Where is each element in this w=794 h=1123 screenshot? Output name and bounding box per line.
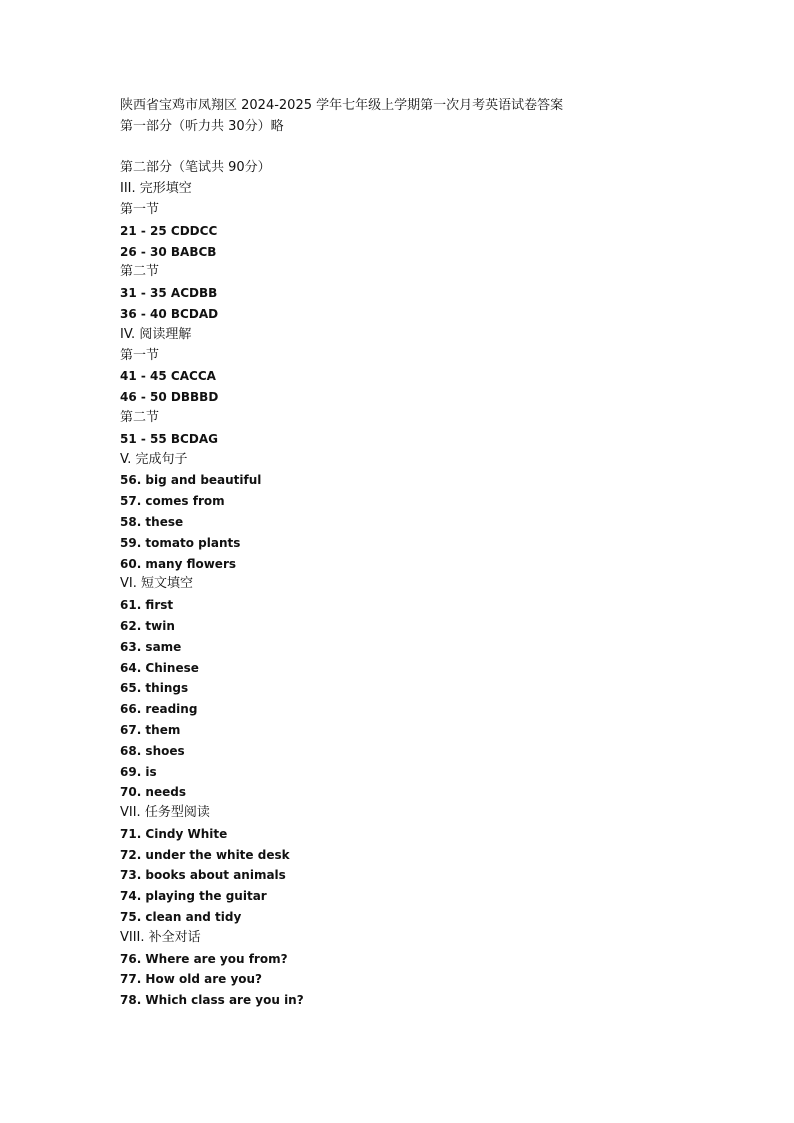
answer-line: 66. reading [120,702,198,717]
subsection-label: 第二节 [120,409,160,425]
answer-line: 62. twin [120,618,175,633]
answer-line: 76. Where are you from? [120,951,288,966]
answer-line: 58. these [120,514,184,529]
subsection-label: 第二节 [120,264,160,280]
answer-line: 26 - 30 BABCB [120,244,217,259]
answer-line: 61. first [120,598,174,613]
answer-key-content [120,96,740,1011]
answer-line: 78. Which class are you in? [120,993,304,1008]
answer-line: 59. tomato plants [120,535,241,550]
answer-line: 75. clean and tidy [120,910,242,925]
section-heading-cloze: III. 完形填空 [120,181,192,197]
answer-line: 31 - 35 ACDBB [120,286,218,301]
subsection-label: 第一节 [120,347,160,363]
answer-line: 63. same [120,639,182,654]
section-heading-dialogue: VIII. 补全对话 [120,929,201,945]
part2-heading: 第二部分（笔试共 90分） [120,160,271,176]
answer-line: 51 - 55 BCDAG [120,431,218,446]
subsection-label: 第一节 [120,201,160,217]
answer-line: 41 - 45 CACCA [120,369,216,384]
answer-line: 68. shoes [120,743,185,758]
answer-line: 21 - 25 CDDCC [120,223,218,238]
section-heading-reading: IV. 阅读理解 [120,326,192,342]
answer-line: 36 - 40 BCDAD [120,306,219,321]
section-heading-passage-fill: VI. 短文填空 [120,576,193,592]
document-title: 陕西省宝鸡市凤翔区 2024-2025 学年七年级上学期第一次月考英语试卷答案 [120,98,564,113]
section-heading-task-reading: VII. 任务型阅读 [120,805,210,821]
answer-line: 74. playing the guitar [120,889,267,904]
answer-line: 46 - 50 DBBBD [120,390,219,405]
answer-line: 69. is [120,764,157,779]
answer-line: 67. them [120,722,181,737]
answer-line: 70. needs [120,785,186,800]
answer-line: 73. books about animals [120,868,286,883]
answer-line: 72. under the white desk [120,847,290,862]
answer-line: 56. big and beautiful [120,473,262,488]
answer-line: 57. comes from [120,494,225,509]
part1-heading: 第一部分（听力共 30分）略 [120,118,284,134]
answer-line: 65. things [120,681,189,696]
answer-line: 71. Cindy White [120,826,228,841]
section-heading-sentences: V. 完成句子 [120,451,188,467]
answer-line: 77. How old are you? [120,972,263,987]
answer-line: 60. many flowers [120,556,237,571]
answer-line: 64. Chinese [120,660,199,675]
blank-line [120,138,740,159]
